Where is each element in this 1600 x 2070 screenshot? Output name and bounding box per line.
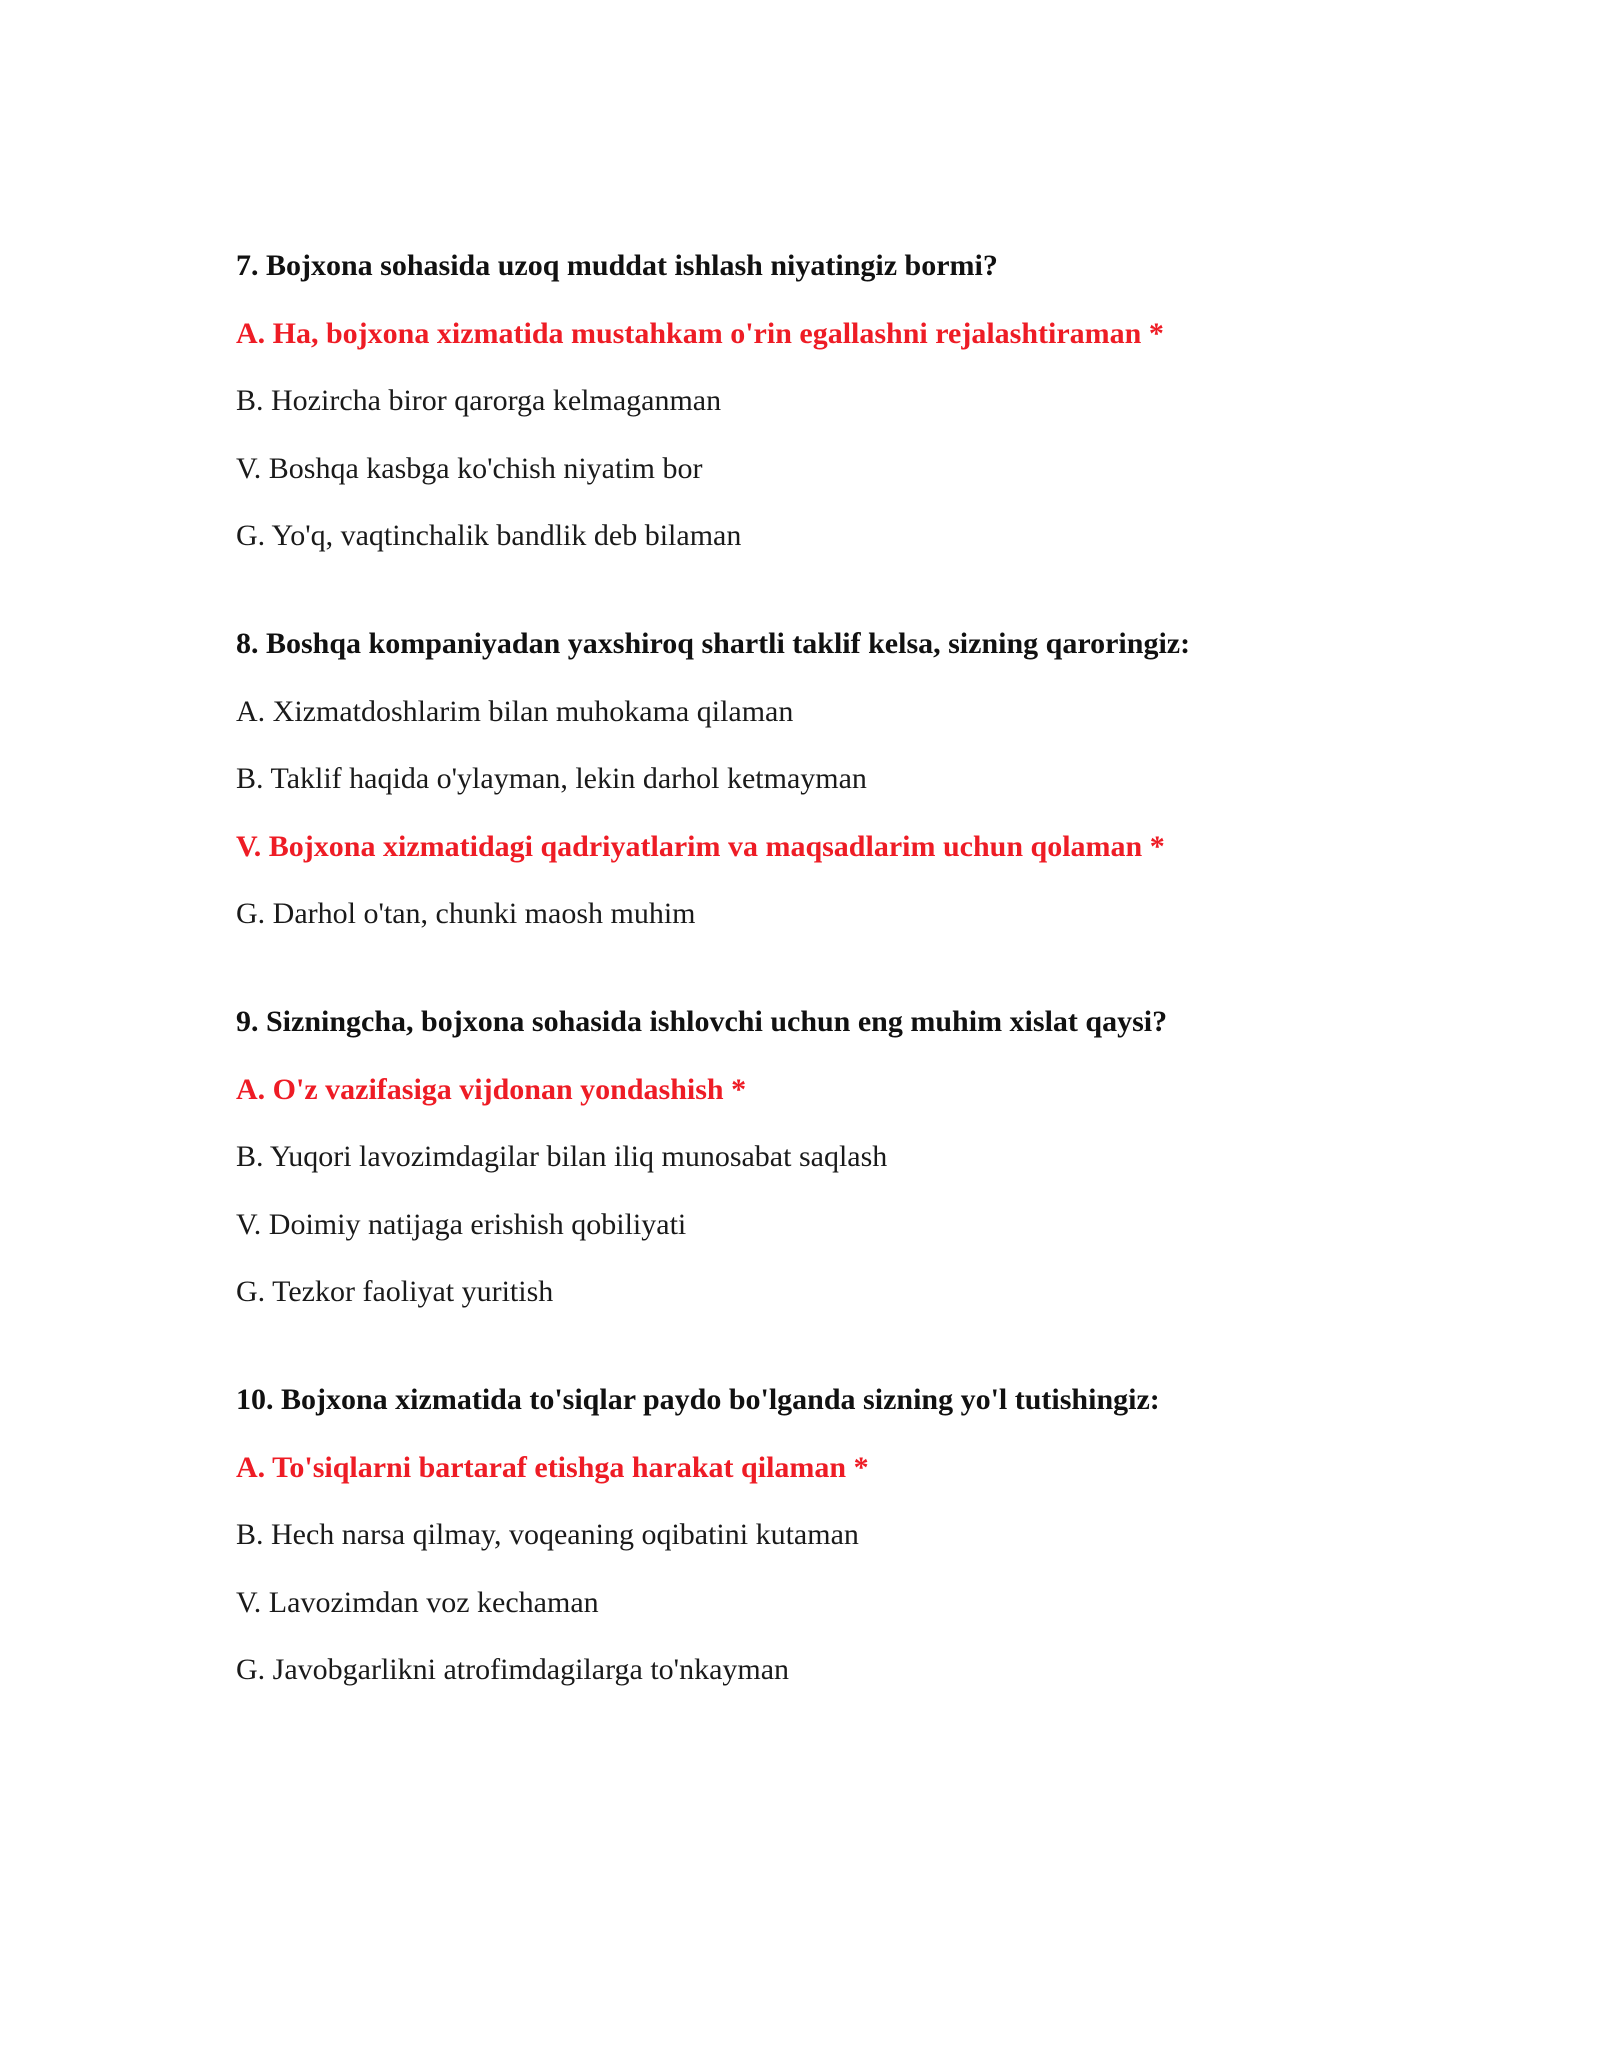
option-g: G. Javobgarlikni atrofimdagilarga to'nkayman bbox=[236, 1653, 790, 1686]
option-a-correct: A. O'z vazifasiga vijdonan yondashish * bbox=[236, 1072, 747, 1106]
question-title: 9. Sizningcha, bojxona sohasida ishlovchi uchun eng muhim xislat qaysi? bbox=[236, 1005, 1168, 1038]
option-v: V. Boshqa kasbga ko'chish niyatim bor bbox=[236, 451, 703, 485]
question-block-7 bbox=[236, 246, 1436, 556]
option-b: B. Hech narsa qilmay, voqeaning oqibatini kutaman bbox=[236, 1518, 859, 1551]
question-block-8 bbox=[236, 624, 1436, 934]
question-title: 7. Bojxona sohasida uzoq muddat ishlash niyatingiz bormi? bbox=[236, 249, 998, 282]
option-v-correct: V. Bojxona xizmatidagi qadriyatlarim va maqsadlarim uchun qolaman * bbox=[236, 829, 1165, 863]
option-b: B. Hozircha biror qarorga kelmaganman bbox=[236, 384, 722, 417]
option-b: B. Taklif haqida o'ylayman, lekin darhol ketmayman bbox=[236, 762, 867, 795]
option-b: B. Yuqori lavozimdagilar bilan iliq munosabat saqlash bbox=[236, 1140, 888, 1173]
option-g: G. Darhol o'tan, chunki maosh muhim bbox=[236, 897, 696, 930]
question-block-9 bbox=[236, 1002, 1436, 1312]
question-title: 8. Boshqa kompaniyadan yaxshiroq shartli taklif kelsa, sizning qaroringiz: bbox=[236, 627, 1191, 660]
option-a: A. Xizmatdoshlarim bilan muhokama qilaman bbox=[236, 694, 794, 728]
option-g: G. Yo'q, vaqtinchalik bandlik deb bilaman bbox=[236, 519, 742, 552]
question-title: 10. Bojxona xizmatida to'siqlar paydo bo'lganda sizning yo'l tutishingiz: bbox=[236, 1383, 1160, 1416]
option-v: V. Doimiy natijaga erishish qobiliyati bbox=[236, 1207, 687, 1241]
option-v: V. Lavozimdan voz kechaman bbox=[236, 1585, 599, 1619]
question-block-10 bbox=[236, 1380, 1436, 1690]
quiz-content bbox=[236, 246, 1436, 1758]
option-a-correct: A. Ha, bojxona xizmatida mustahkam o'rin egallashni rejalashtiraman * bbox=[236, 316, 1164, 350]
option-a-correct: A. To'siqlarni bartaraf etishga harakat qilaman * bbox=[236, 1450, 869, 1484]
option-g: G. Tezkor faoliyat yuritish bbox=[236, 1275, 554, 1308]
